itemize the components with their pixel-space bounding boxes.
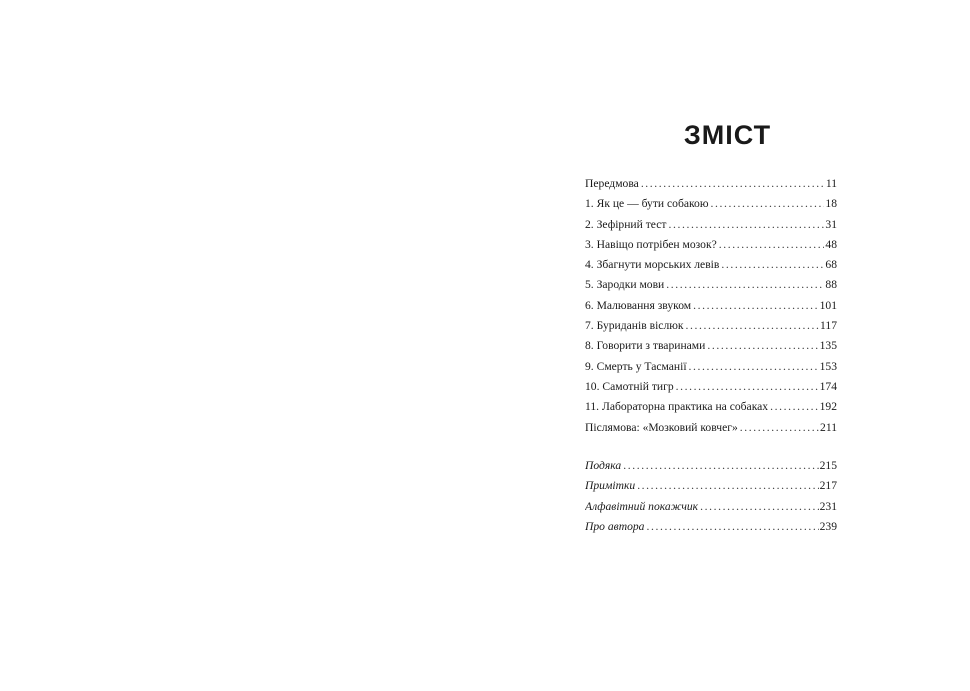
- toc-entry-title: 1. Як це — бути собакою: [585, 197, 709, 211]
- toc-entry-title: 7. Буриданів віслюк: [585, 319, 684, 333]
- toc-entry-chapter-11[interactable]: [585, 397, 837, 417]
- toc-leader-dots: [689, 357, 819, 377]
- toc-entry-chapter-1[interactable]: [585, 194, 837, 214]
- toc-entry-chapter-2[interactable]: [585, 215, 837, 235]
- toc-entry-title: Передмова: [585, 177, 639, 190]
- toc-entry-title: Алфавітний покажчик: [585, 499, 699, 513]
- toc-entry-page: 88: [825, 278, 837, 292]
- toc-entry-notes[interactable]: [585, 476, 837, 496]
- toc-leader-dots: [770, 397, 819, 417]
- toc-entry-acknowledgements[interactable]: [585, 456, 837, 476]
- toc-entry-index[interactable]: [585, 497, 837, 517]
- toc-entry-title: 9. Смерть у Тасманії: [585, 359, 687, 373]
- toc-leader-dots: [623, 456, 818, 476]
- toc-entry-title: Подяка: [585, 459, 622, 472]
- toc-leader-dots: [707, 336, 818, 356]
- toc-entry-chapter-5[interactable]: [585, 275, 837, 295]
- toc-leader-dots: [693, 296, 818, 316]
- toc-entry-chapter-6[interactable]: [585, 296, 837, 316]
- toc-entry-page: 135: [819, 339, 837, 353]
- toc-entry-title: 6. Малювання звуком: [585, 298, 692, 312]
- toc-entry-title: Примітки: [585, 479, 636, 493]
- toc-entry-title: Про автора: [585, 519, 645, 533]
- toc-entry-page: 217: [819, 479, 837, 493]
- toc-entry-title: 2. Зефірний тест: [585, 217, 667, 231]
- toc-entry-afterword[interactable]: [585, 418, 837, 438]
- toc-back-matter-list: [585, 456, 837, 537]
- toc-leader-dots: [646, 517, 818, 537]
- toc-leader-dots: [641, 174, 825, 194]
- toc-entry-page: 68: [825, 258, 837, 272]
- toc-entry-page: 211: [820, 420, 837, 434]
- toc-entry-foreword[interactable]: [585, 174, 837, 194]
- toc-entry-page: 101: [819, 298, 837, 312]
- toc-entry-about-author[interactable]: [585, 517, 837, 537]
- toc-entry-page: 174: [819, 379, 837, 393]
- toc-entry-page: 11: [825, 177, 837, 190]
- toc-entry-page: 231: [819, 499, 837, 513]
- toc-leader-dots: [668, 215, 824, 235]
- toc-leader-dots: [637, 476, 818, 496]
- toc-leader-dots: [740, 418, 819, 438]
- toc-entry-page: 153: [819, 359, 837, 373]
- toc-entry-chapter-9[interactable]: [585, 357, 837, 377]
- toc-entry-page: 192: [819, 400, 837, 414]
- toc-entry-title: 8. Говорити з тваринами: [585, 339, 706, 353]
- toc-leader-dots: [676, 377, 819, 397]
- toc-chapter-list: [585, 174, 837, 438]
- toc-entry-page: 48: [825, 237, 837, 251]
- toc-leader-dots: [700, 497, 819, 517]
- toc-entry-title: 3. Навіщо потрібен мозок?: [585, 237, 717, 251]
- toc-leader-dots: [721, 255, 824, 275]
- toc-title: ЗМІСТ: [683, 120, 772, 150]
- toc-entry-title: Післямова: «Мозковий ковчег»: [585, 420, 738, 434]
- toc-entry-chapter-3[interactable]: [585, 235, 837, 255]
- toc-entry-page: 18: [825, 197, 837, 211]
- toc-leader-dots: [719, 235, 825, 255]
- toc-entry-title: 11. Лабораторна практика на собаках: [585, 400, 769, 414]
- toc-entry-page: 215: [819, 459, 837, 472]
- right-page: [485, 0, 970, 691]
- toc-entry-title: 4. Збагнути морських левів: [585, 258, 720, 272]
- toc-leader-dots: [666, 275, 824, 295]
- toc-entry-page: 31: [825, 217, 837, 231]
- toc-entry-page: 239: [819, 519, 837, 533]
- toc-entry-chapter-7[interactable]: [585, 316, 837, 336]
- toc-entry-page: 117: [820, 319, 837, 333]
- toc-entry-chapter-4[interactable]: [585, 255, 837, 275]
- toc-entry-chapter-8[interactable]: [585, 336, 837, 356]
- toc-entry-chapter-10[interactable]: [585, 377, 837, 397]
- toc-leader-dots: [686, 316, 820, 336]
- toc-entry-title: 10. Самотній тигр: [585, 379, 674, 393]
- toc-entry-title: 5. Зародки мови: [585, 278, 665, 292]
- toc-leader-dots: [711, 194, 825, 214]
